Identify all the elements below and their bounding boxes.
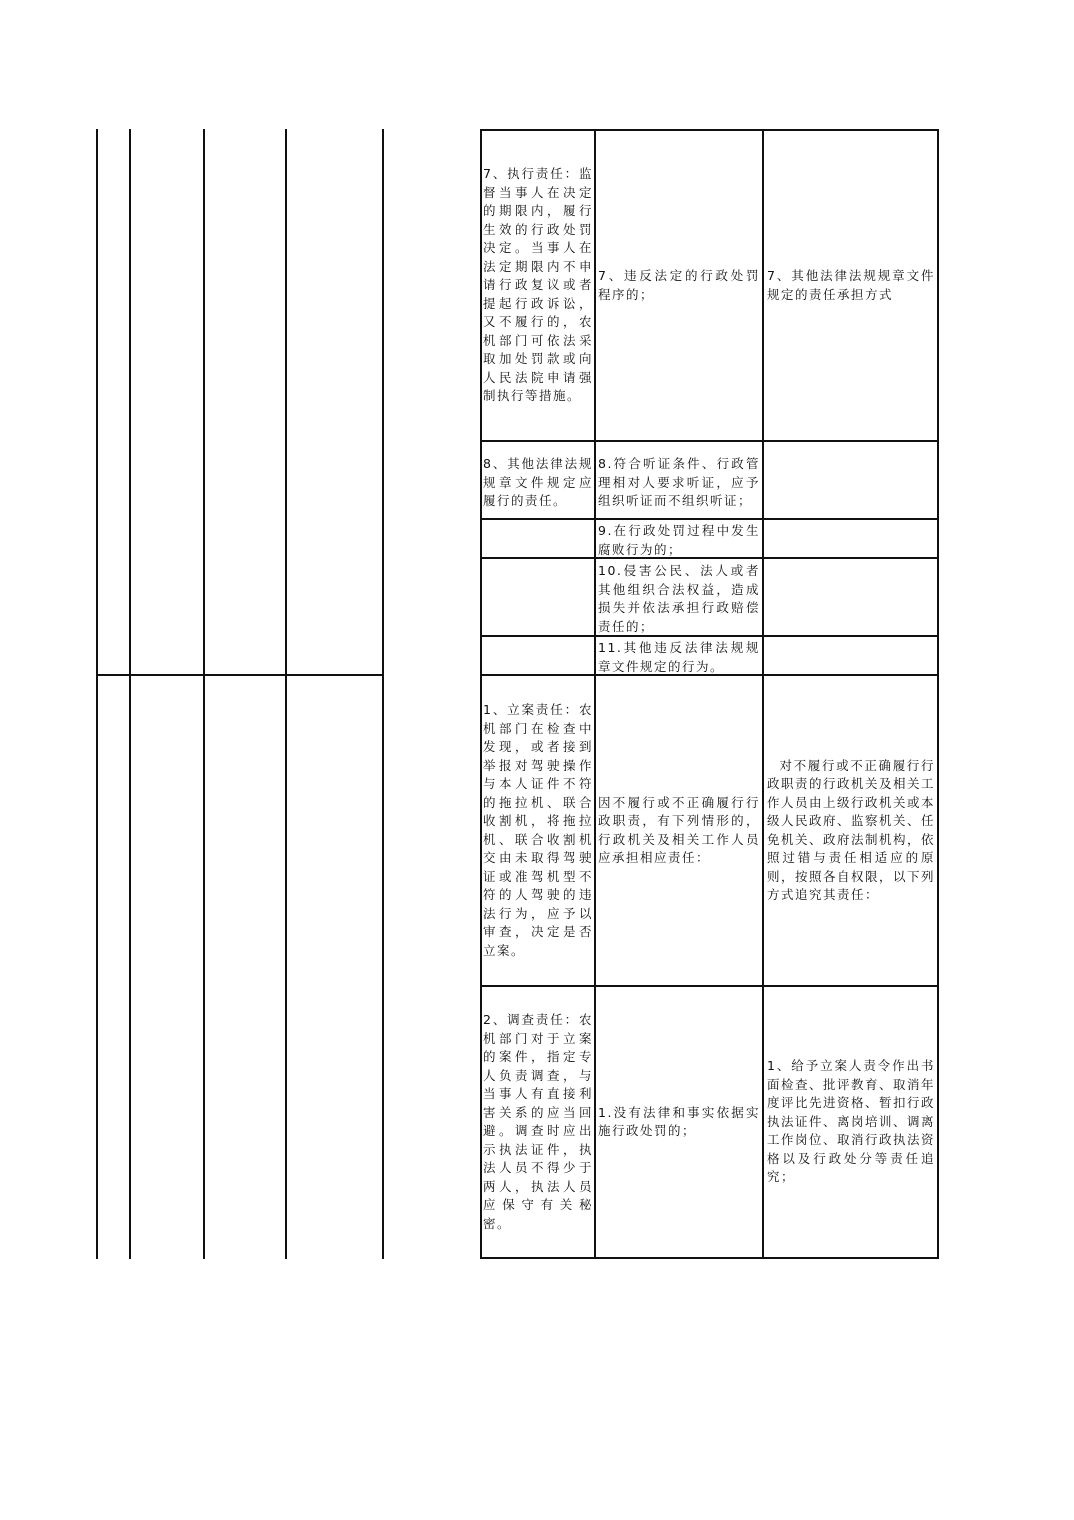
situation-text: 1.没有法律和事实依据实施行政处罚的； bbox=[598, 1104, 760, 1138]
row-line-1 bbox=[480, 440, 939, 442]
method-text: 对不履行或不正确履行行政职责的行政机关及相关工作人员由上级行政机关或本级人民政府、监察机关、任免机关、政府法制机构，依照过错与责任相适应的原则，按照各自权限，以下列方式追究其责任： bbox=[767, 757, 936, 902]
method-text: 1、给予立案人责令作出书面检查、批评教育、取消年度评比先进资格、暂扣行政执法证件、离岗培训、调离工作岗位、取消行政执法资格以及行政处分等责任追究； bbox=[767, 1058, 936, 1185]
method-cell bbox=[767, 676, 935, 985]
situation-cell bbox=[598, 453, 760, 516]
duty-cell bbox=[483, 987, 593, 1257]
duty-cell bbox=[483, 453, 593, 516]
row-divider-left bbox=[96, 674, 384, 676]
duty-cell bbox=[483, 676, 593, 985]
row-line-3 bbox=[480, 557, 939, 559]
col-line-5 bbox=[382, 129, 384, 1259]
duty-cell bbox=[483, 131, 593, 440]
col-line-1 bbox=[96, 129, 98, 1259]
col-line-duty-right bbox=[594, 129, 596, 1259]
method-cell bbox=[767, 987, 935, 1257]
situation-cell bbox=[598, 676, 760, 985]
col-line-duty-left bbox=[480, 129, 482, 1259]
method-cell bbox=[767, 131, 935, 440]
duty-text: 2、调查责任：农机部门对于立案的案件，指定专人负责调查，与当事人有直接利害关系的应当回避。调查时应出示执法证件，执法人员不得少于两人，执法人员应保守有关秘密。 bbox=[483, 1012, 593, 1231]
situation-cell bbox=[598, 131, 760, 440]
situation-cell bbox=[598, 987, 760, 1257]
duty-text: 7、执行责任：监督当事人在决定的期限内，履行生效的行政处罚决定。当事人在法定期限内不申请行政复议或者提起行政诉讼，又不履行的，农机部门可依法采取加处罚款或向人民法院申请强制执行等措施。 bbox=[483, 166, 593, 404]
situation-text: 因不履行或不正确履行行政职责，有下列情形的，行政机关及相关工作人员应承担相应责任： bbox=[598, 794, 760, 865]
situation-text: 8.符合听证条件、行政管理相对人要求听证，应予组织听证而不组织听证； bbox=[598, 456, 760, 508]
situation-text: 10.侵害公民、法人或者其他组织合法权益，造成损失并依法承担行政赔偿责任的； bbox=[598, 563, 760, 634]
situation-cell bbox=[598, 637, 760, 673]
col-line-3 bbox=[203, 129, 205, 1259]
situation-cell bbox=[598, 520, 760, 556]
col-line-2 bbox=[129, 129, 131, 1259]
col-line-4 bbox=[285, 129, 287, 1259]
situation-cell bbox=[598, 560, 760, 634]
situation-text: 11.其他违反法律法规规章文件规定的行为。 bbox=[598, 640, 760, 674]
situation-text: 7、违反法定的行政处罚程序的； bbox=[598, 268, 760, 302]
duty-text: 1、立案责任：农机部门在检查中发现，或者接到举报对驾驶操作与本人证件不符的拖拉机、联合收割机，将拖拉机、联合收割机交由未取得驾驶证或准驾机型不符的人驾驶的违法行为，应予以审查，决定是否立案。 bbox=[483, 702, 593, 958]
duty-text: 8、其他法律法规规章文件规定应履行的责任。 bbox=[483, 456, 593, 508]
situation-text: 9.在行政处罚过程中发生腐败行为的； bbox=[598, 523, 760, 557]
row-line-bottom bbox=[480, 1257, 939, 1259]
method-text: 7、其他法律法规规章文件规定的责任承担方式 bbox=[767, 268, 935, 302]
col-line-situation-right bbox=[762, 129, 764, 1259]
col-line-method-right bbox=[937, 129, 939, 1259]
